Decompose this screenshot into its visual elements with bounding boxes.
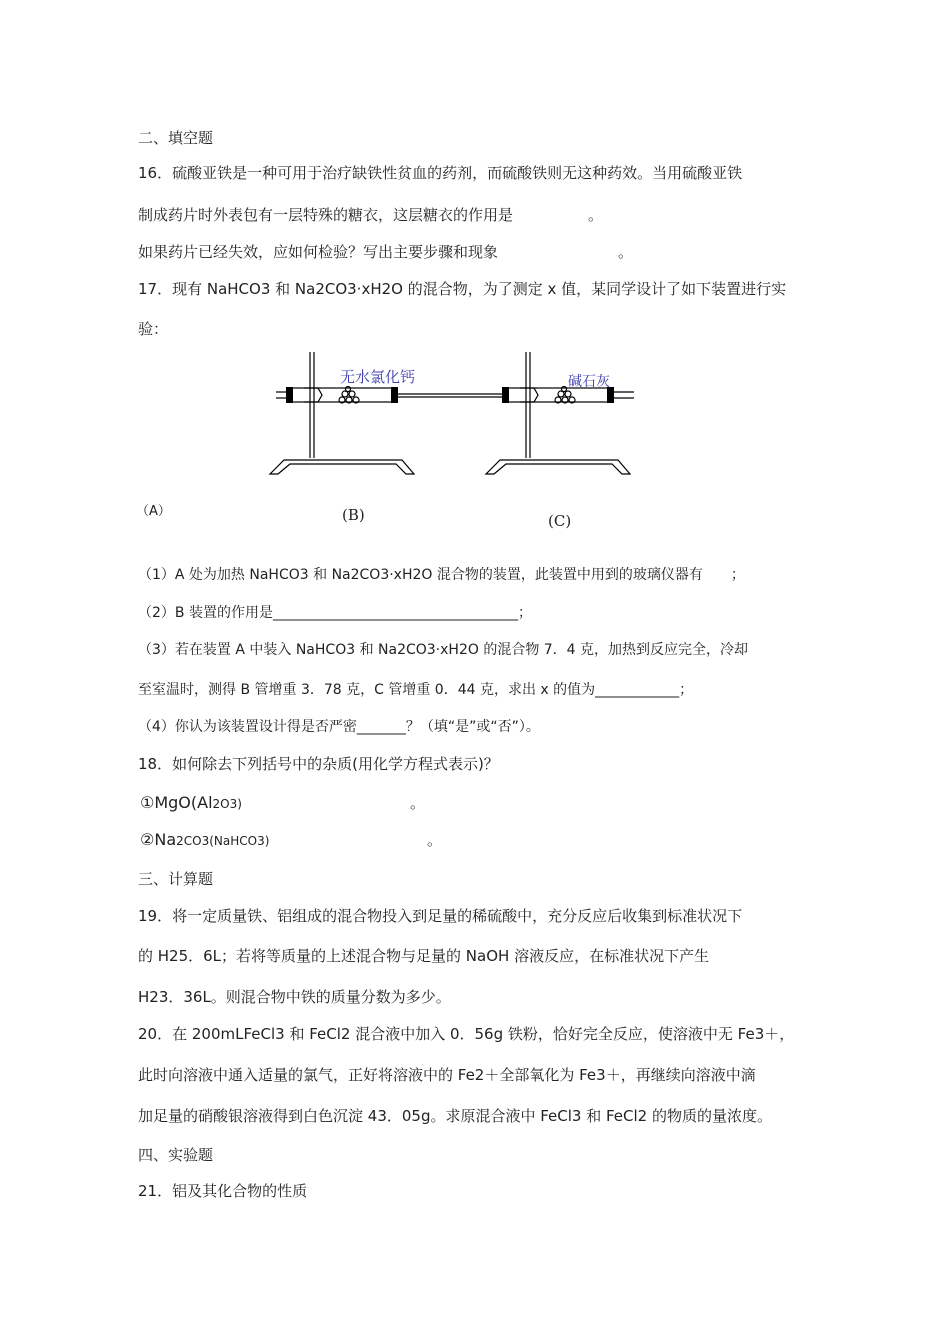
q20-line3: 加足量的硝酸银溶液得到白色沉淀 43．05g。求原混合液中 FeCl3 和 FeCl2 的物质的量浓度。 (138, 1107, 772, 1125)
q16-line1: 16．硫酸亚铁是一种可用于治疗缺铁性贫血的药剂，而硫酸铁则无这种药效。当用硫酸亚铁 (138, 164, 743, 182)
q18-item1-end: 。 (410, 794, 426, 812)
q20-line1: 20．在 200mLFeCl3 和 FeCl2 混合液中加入 0．56g 铁粉，恰好完全反应，使溶液中无 Fe3＋， (138, 1025, 795, 1043)
apparatus-label-a: （A） (136, 504, 171, 519)
apparatus-label-c: (C) (548, 512, 572, 530)
q18-item2-prefix: ②Na (140, 830, 177, 849)
section-title-fill-in: 二、填空题 (138, 129, 214, 147)
q17-sub1: （1）A 处为加热 NaHCO3 和 Na2CO3·xH2O 混合物的装置，此装置中用到的玻璃仪器有 ； (138, 567, 745, 583)
q19-line1: 19．将一定质量铁、铝组成的混合物投入到足量的稀硫酸中，充分反应后收集到标准状况下 (138, 907, 743, 925)
q18-item1 (140, 793, 426, 814)
q19-line3: H23．36L。则混合物中铁的质量分数为多少。 (138, 988, 451, 1006)
q16-line3: 如果药片已经失效，应如何检验？写出主要步骤和现象 。 (138, 243, 634, 261)
q21-line1: 21．铝及其化合物的性质 (138, 1182, 308, 1200)
section-title-calculation: 三、计算题 (138, 870, 214, 888)
q18-line1: 18．如何除去下列括号中的杂质(用化学方程式表示)？ (138, 755, 499, 773)
q18-item1-sub: 2O3) (212, 797, 242, 811)
q18-item1-prefix: ①MgO(Al (140, 793, 213, 812)
q16-line2: 制成药片时外表包有一层特殊的糖衣，这层糖衣的作用是 。 (138, 206, 604, 224)
q17-sub3-line2: 至室温时，测得 B 管增重 3．78 克，C 管增重 0．44 克，求出 x 的值为____________； (138, 682, 694, 698)
q17-sub2: （2）B 装置的作用是___________________________________； (138, 605, 532, 621)
q17-sub3-line1: （3）若在装置 A 中装入 NaHCO3 和 Na2CO3·xH2O 的混合物 7．4 克，加热到反应完全，冷却 (138, 642, 749, 658)
q20-line2: 此时向溶液中通入适量的氯气，正好将溶液中的 Fe2＋全部氧化为 Fe3＋，再继续向溶液中滴 (138, 1066, 756, 1084)
q18-item2-end: 。 (427, 831, 443, 849)
apparatus-drawing (262, 348, 652, 483)
q17-sub4: （4）你认为该装置设计得是否严密_______？（填“是”或“否”）。 (138, 719, 540, 735)
reagent-label-c: 碱石灰 (568, 374, 610, 390)
q18-item2-sub: 2CO3(NaHCO3) (176, 834, 270, 848)
q18-item2 (140, 830, 443, 851)
apparatus-diagram (262, 348, 652, 483)
q19-line2: 的 H25．6L；若将等质量的上述混合物与足量的 NaOH 溶液反应，在标准状况下产生 (138, 947, 710, 965)
q17-line2: 验： (138, 320, 169, 338)
section-title-experiment: 四、实验题 (138, 1146, 214, 1164)
q17-line1: 17．现有 NaHCO3 和 Na2CO3·xH2O 的混合物，为了测定 x 值，某同学设计了如下装置进行实 (138, 280, 787, 298)
apparatus-label-b: (B) (342, 506, 365, 524)
reagent-label-b: 无水氯化钙 (340, 368, 416, 386)
